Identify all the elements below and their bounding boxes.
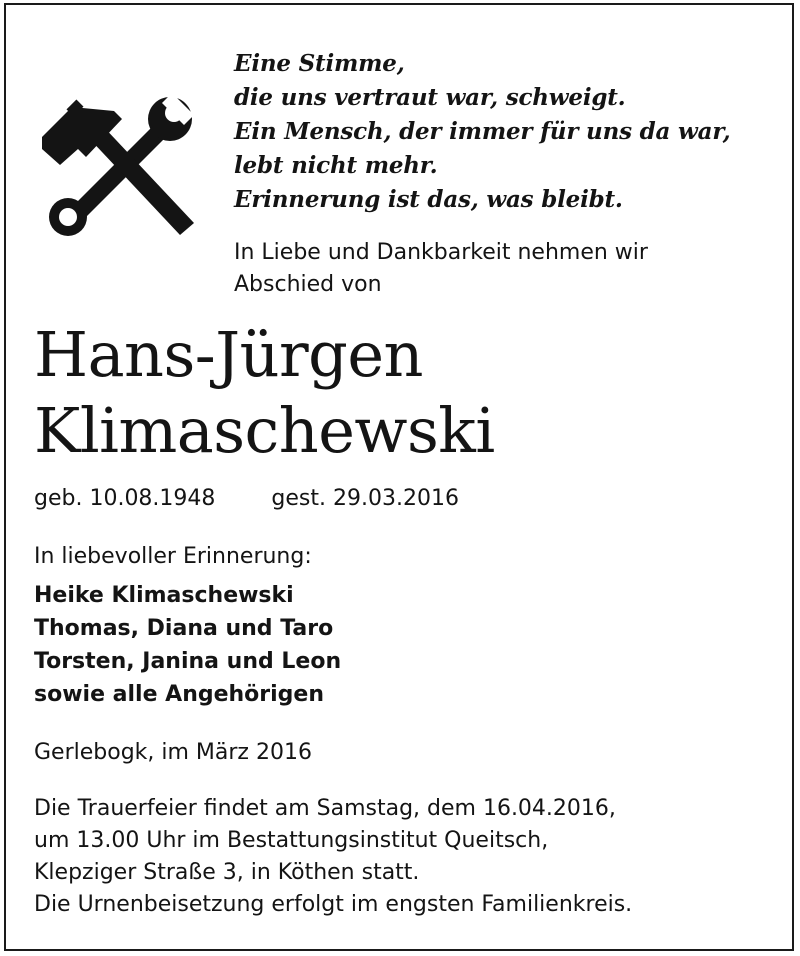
poem-line: Erinnerung ist das, was bleibt. (234, 186, 623, 213)
mourner-name: Thomas, Diana und Taro (34, 616, 334, 641)
poem-line: Eine Stimme, (234, 50, 405, 77)
funeral-service-info (34, 793, 632, 921)
intro-line: Abschied von (234, 272, 382, 297)
place-date: Gerlebogk, im März 2016 (34, 740, 312, 765)
intro-line: In Liebe und Dankbarkeit nehmen wir (234, 240, 648, 265)
mourners-list (34, 579, 341, 711)
service-line: Die Trauerfeier findet am Samstag, dem 16.04.2016, (34, 796, 616, 821)
poem-line: die uns vertraut war, schweigt. (234, 84, 626, 111)
farewell-intro (234, 237, 648, 301)
life-dates (34, 483, 459, 515)
deceased-last-name: Klimaschewski (34, 394, 495, 467)
mourner-name: Heike Klimaschewski (34, 583, 294, 608)
mourner-name: Torsten, Janina und Leon (34, 649, 342, 674)
birth-date: geb. 10.08.1948 (34, 486, 216, 511)
hammer-wrench-icon (34, 83, 204, 243)
poem-line: lebt nicht mehr. (234, 152, 438, 179)
deceased-name (34, 317, 495, 469)
mourner-name: sowie alle Angehörigen (34, 682, 325, 707)
service-line: um 13.00 Uhr im Bestattungsinstitut Queitsch, (34, 828, 549, 853)
deceased-first-name: Hans-Jürgen (34, 318, 423, 391)
mourners-label: In liebevoller Erinnerung: (34, 544, 312, 569)
poem (234, 47, 730, 217)
poem-line: Ein Mensch, der immer für uns da war, (234, 118, 731, 145)
death-date: gest. 29.03.2016 (271, 486, 459, 511)
service-line: Die Urnenbeisetzung erfolgt im engsten Familienkreis. (34, 892, 633, 917)
obituary-notice (4, 3, 794, 951)
service-line: Klepziger Straße 3, in Köthen statt. (34, 860, 420, 885)
